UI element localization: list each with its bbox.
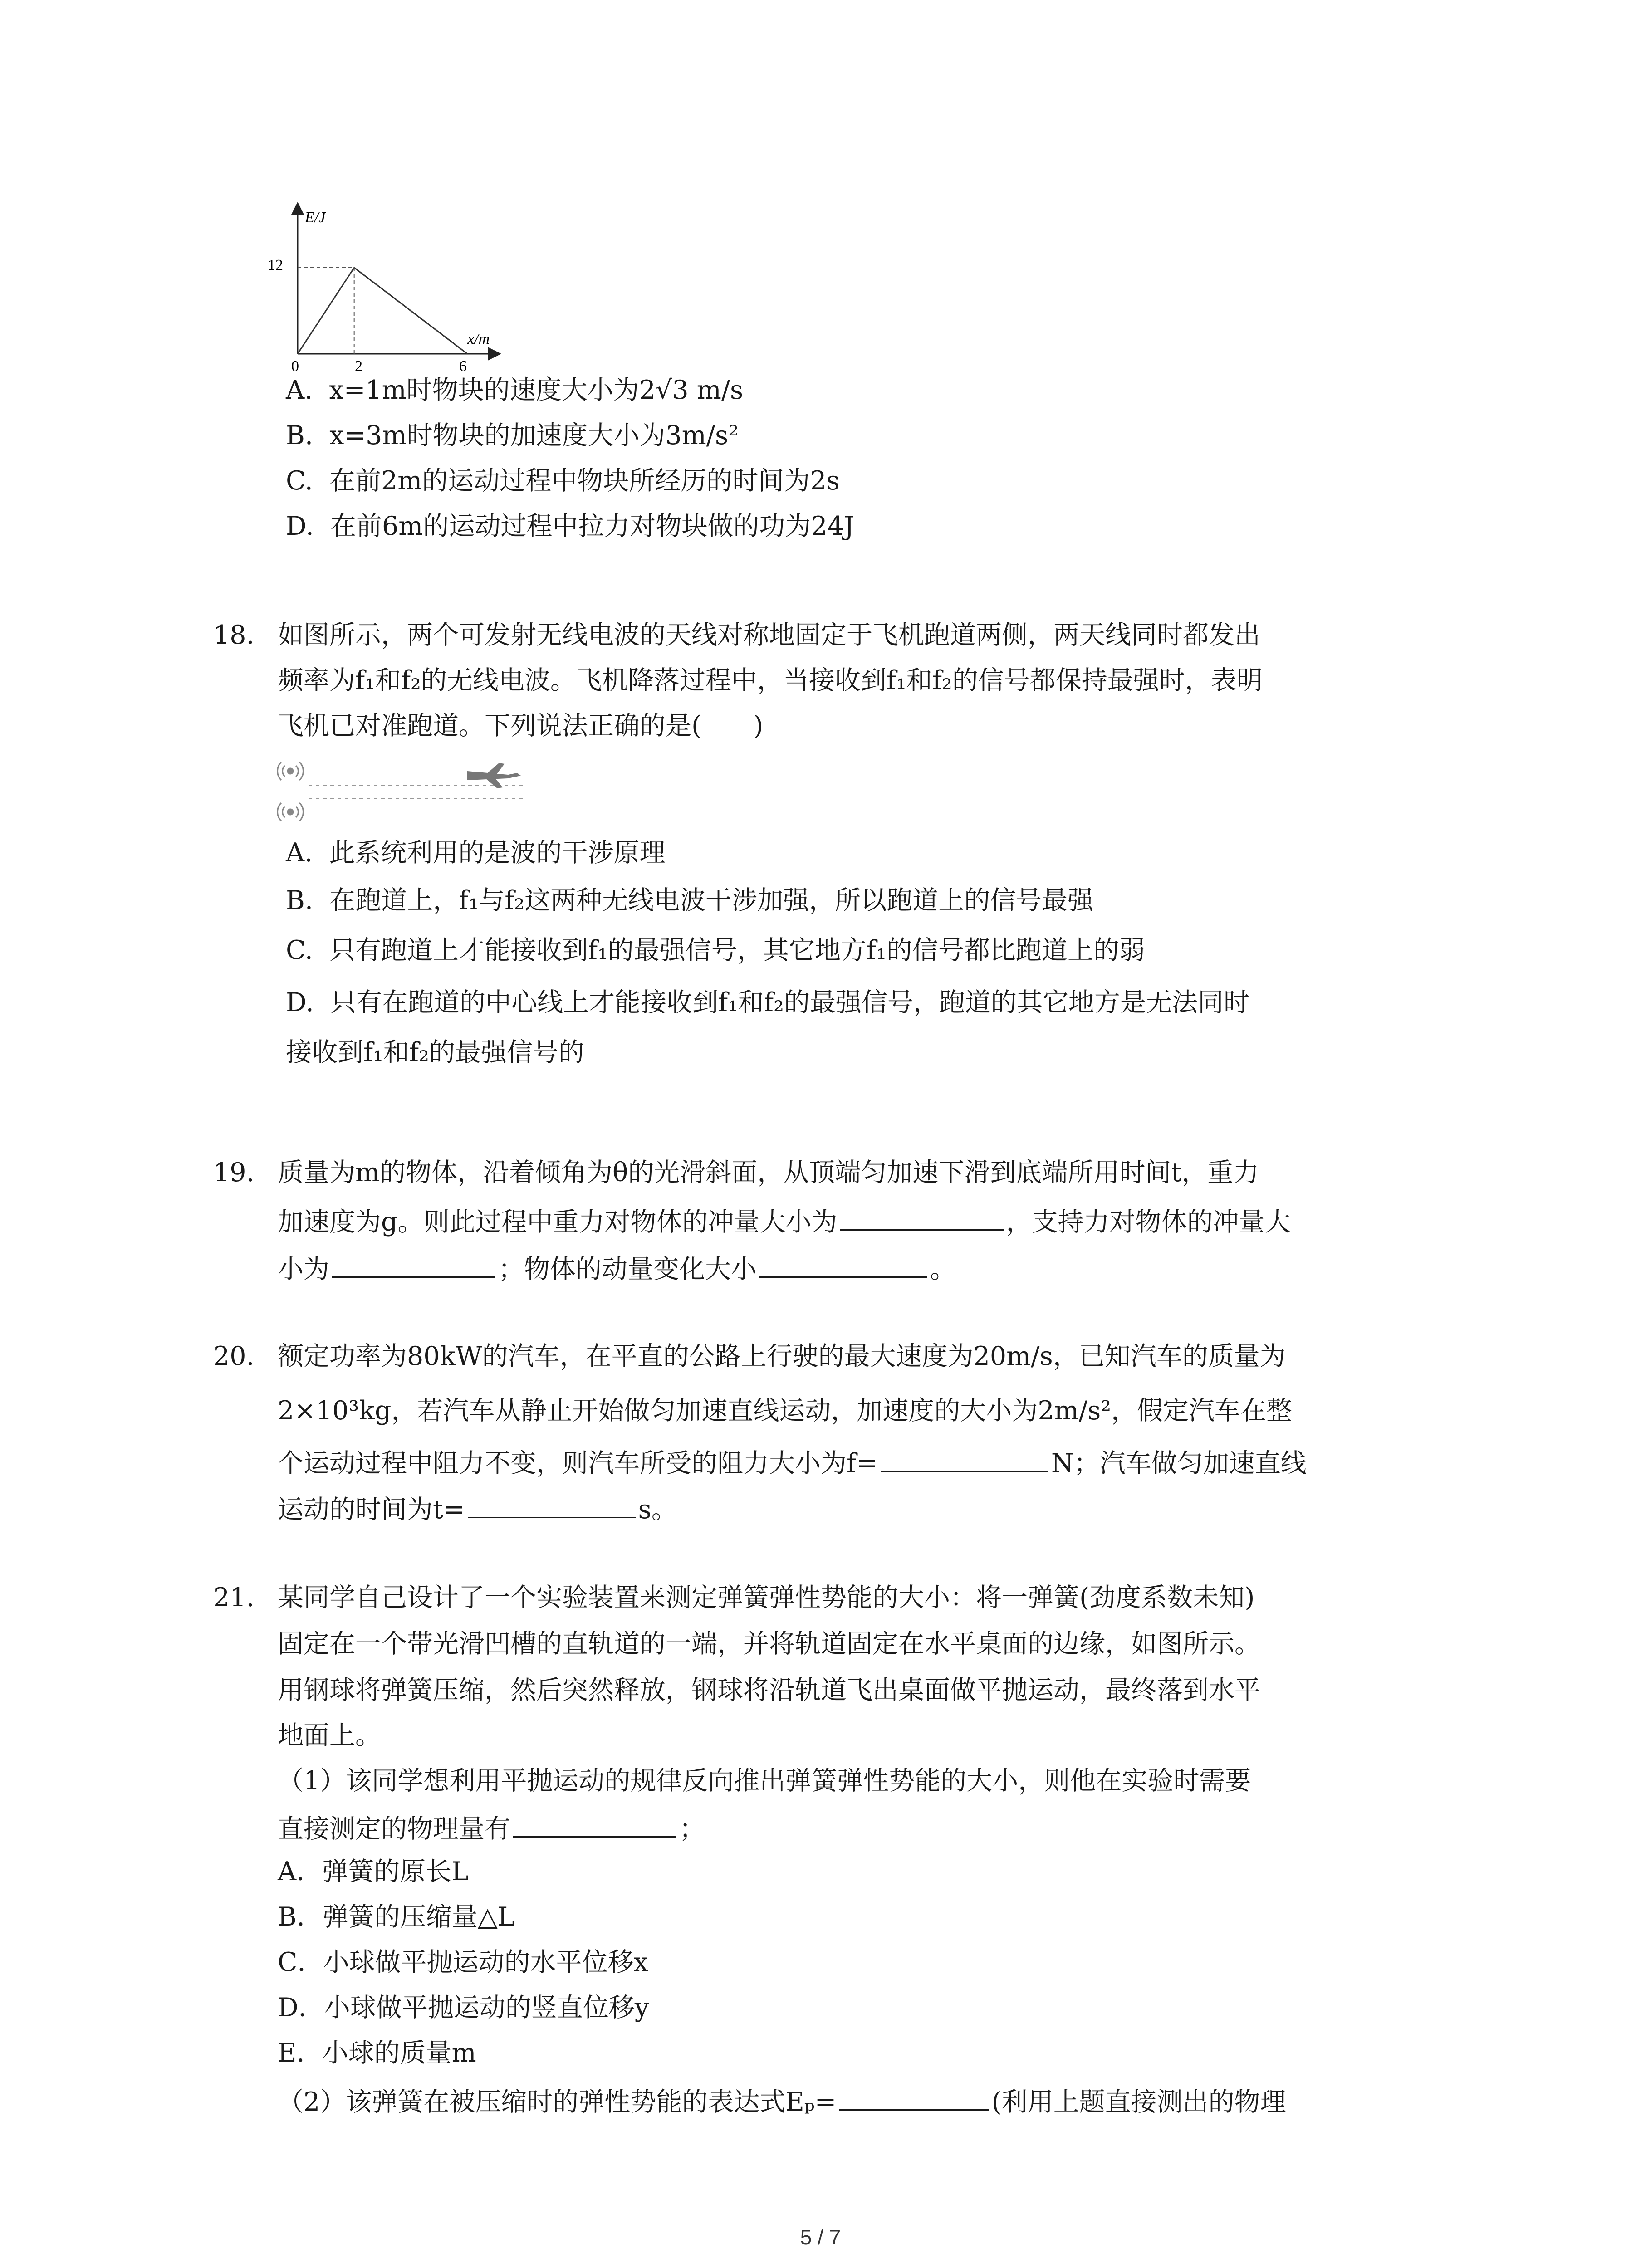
q21-part2-line: （2）该弹簧在被压缩时的弹性势能的表达式Eₚ= (利用上题直接测出的物理 [278,2081,1286,2120]
q20-number: 20. [213,1341,255,1371]
q19-number: 19. [213,1158,255,1188]
q20-line-3: 个运动过程中阻力不变，则汽车所受的阻力大小为f= N；汽车做匀加速直线 [278,1442,1307,1481]
graph-series-line-1 [354,268,467,354]
q21-number: 21. [213,1583,255,1613]
x-tick-label-2: 2 [355,358,362,372]
x-axis-label: x/m [467,331,490,347]
q19-line-2: 加速度为g。则此过程中重力对物体的冲量大小为 ，支持力对物体的冲量大 [278,1201,1291,1240]
q18-stem-line: 频率为f₁和f₂的无线电波。飞机降落过程中，当接收到f₁和f₂的信号都保持最强时，表明 [278,665,1263,695]
antenna-icon [278,803,304,821]
q21-stem-line: 固定在一个带光滑凹槽的直轨道的一端，并将轨道固定在水平桌面的边缘，如图所示。 [278,1629,1260,1659]
q21-part1-line-1: （1）该同学想利用平抛运动的规律反向推出弹簧弹性势能的大小，则他在实验时需要 [278,1766,1251,1796]
q21-option-e: E．小球的质量m [278,2038,476,2068]
q18-option-d-continued: 接收到f₁和f₂的最强信号的 [286,1037,584,1067]
q17-option-c: C. 在前2m的运动过程中物块所经历的时间为2s [286,466,840,496]
q21-stem-line: 地面上。 [278,1721,381,1750]
q18-option-c: C. 只有跑道上才能接收到f₁的最强信号，其它地方f₁的信号都比跑道上的弱 [286,935,1145,965]
q18-option-b: B. 在跑道上，f₁与f₂这两种无线电波干涉加强，所以跑道上的信号最强 [286,885,1094,915]
graph-series-line-0 [298,268,354,354]
x-tick-label-0: 0 [291,358,299,372]
answer-blank[interactable] [840,1201,1004,1231]
y-axis-label: E/J [305,209,326,226]
page-number: 5 / 7 [800,2225,841,2249]
answer-blank[interactable] [839,2081,989,2111]
q17-option-a: A. x=1m时物块的速度大小为2√3 m/s [286,375,744,405]
q20-line-2: 2×10³kg，若汽车从静止开始做匀加速直线运动，加速度的大小为2m/s²，假定汽车在整 [278,1396,1293,1426]
answer-blank[interactable] [513,1808,676,1838]
answer-blank[interactable] [468,1489,636,1518]
q20-line-1: 额定功率为80kW的汽车，在平直的公路上行驶的最大速度为20m/s，已知汽车的质量为 [278,1341,1286,1371]
q21-option-c: C．小球做平抛运动的水平位移x [278,1947,648,1977]
x-tick-label-6: 6 [459,358,467,372]
answer-blank[interactable] [759,1248,927,1278]
q21-option-b: B．弹簧的压缩量△L [278,1902,515,1932]
answer-blank[interactable] [332,1248,495,1278]
runway-antenna-figure [272,753,544,826]
q18-number: 18. [213,620,255,650]
q21-stem-line: 某同学自己设计了一个实验装置来测定弹簧弹性势能的大小：将一弹簧(劲度系数未知) [278,1583,1255,1613]
q18-option-a: A. 此系统利用的是波的干涉原理 [286,838,666,868]
y-tick-label: 12 [268,257,283,274]
antenna-icon [278,762,304,780]
q21-option-a: A．弹簧的原长L [278,1857,469,1887]
q18-stem-line: 如图所示，两个可发射无线电波的天线对称地固定于飞机跑道两侧，两天线同时都发出 [278,620,1260,650]
q18-stem-line: 飞机已对准跑道。下列说法正确的是( ) [278,711,764,741]
q19-line-3: 小为 ；物体的动量变化大小 。 [278,1248,956,1287]
q21-part1-line-2: 直接测定的物理量有 ； [278,1808,705,1847]
q20-line-4: 运动的时间为t= s。 [278,1489,677,1528]
q21-option-d: D．小球做平抛运动的竖直位移y [278,1993,649,2023]
q18-option-d: D. 只有在跑道的中心线上才能接收到f₁和f₂的最强信号，跑道的其它地方是无法同时 [286,987,1249,1017]
answer-blank[interactable] [881,1442,1048,1472]
q17-option-b: B. x=3m时物块的加速度大小为3m/s² [286,420,739,450]
airplane-icon [467,763,521,788]
energy-position-graph [254,200,508,372]
q17-option-d: D. 在前6m的运动过程中拉力对物块做的功为24J [286,511,854,541]
q19-line-1: 质量为m的物体，沿着倾角为θ的光滑斜面，从顶端匀加速下滑到底端所用时间t，重力 [278,1158,1259,1188]
q21-stem-line: 用钢球将弹簧压缩，然后突然释放，钢球将沿轨道飞出桌面做平抛运动，最终落到水平 [278,1675,1260,1705]
